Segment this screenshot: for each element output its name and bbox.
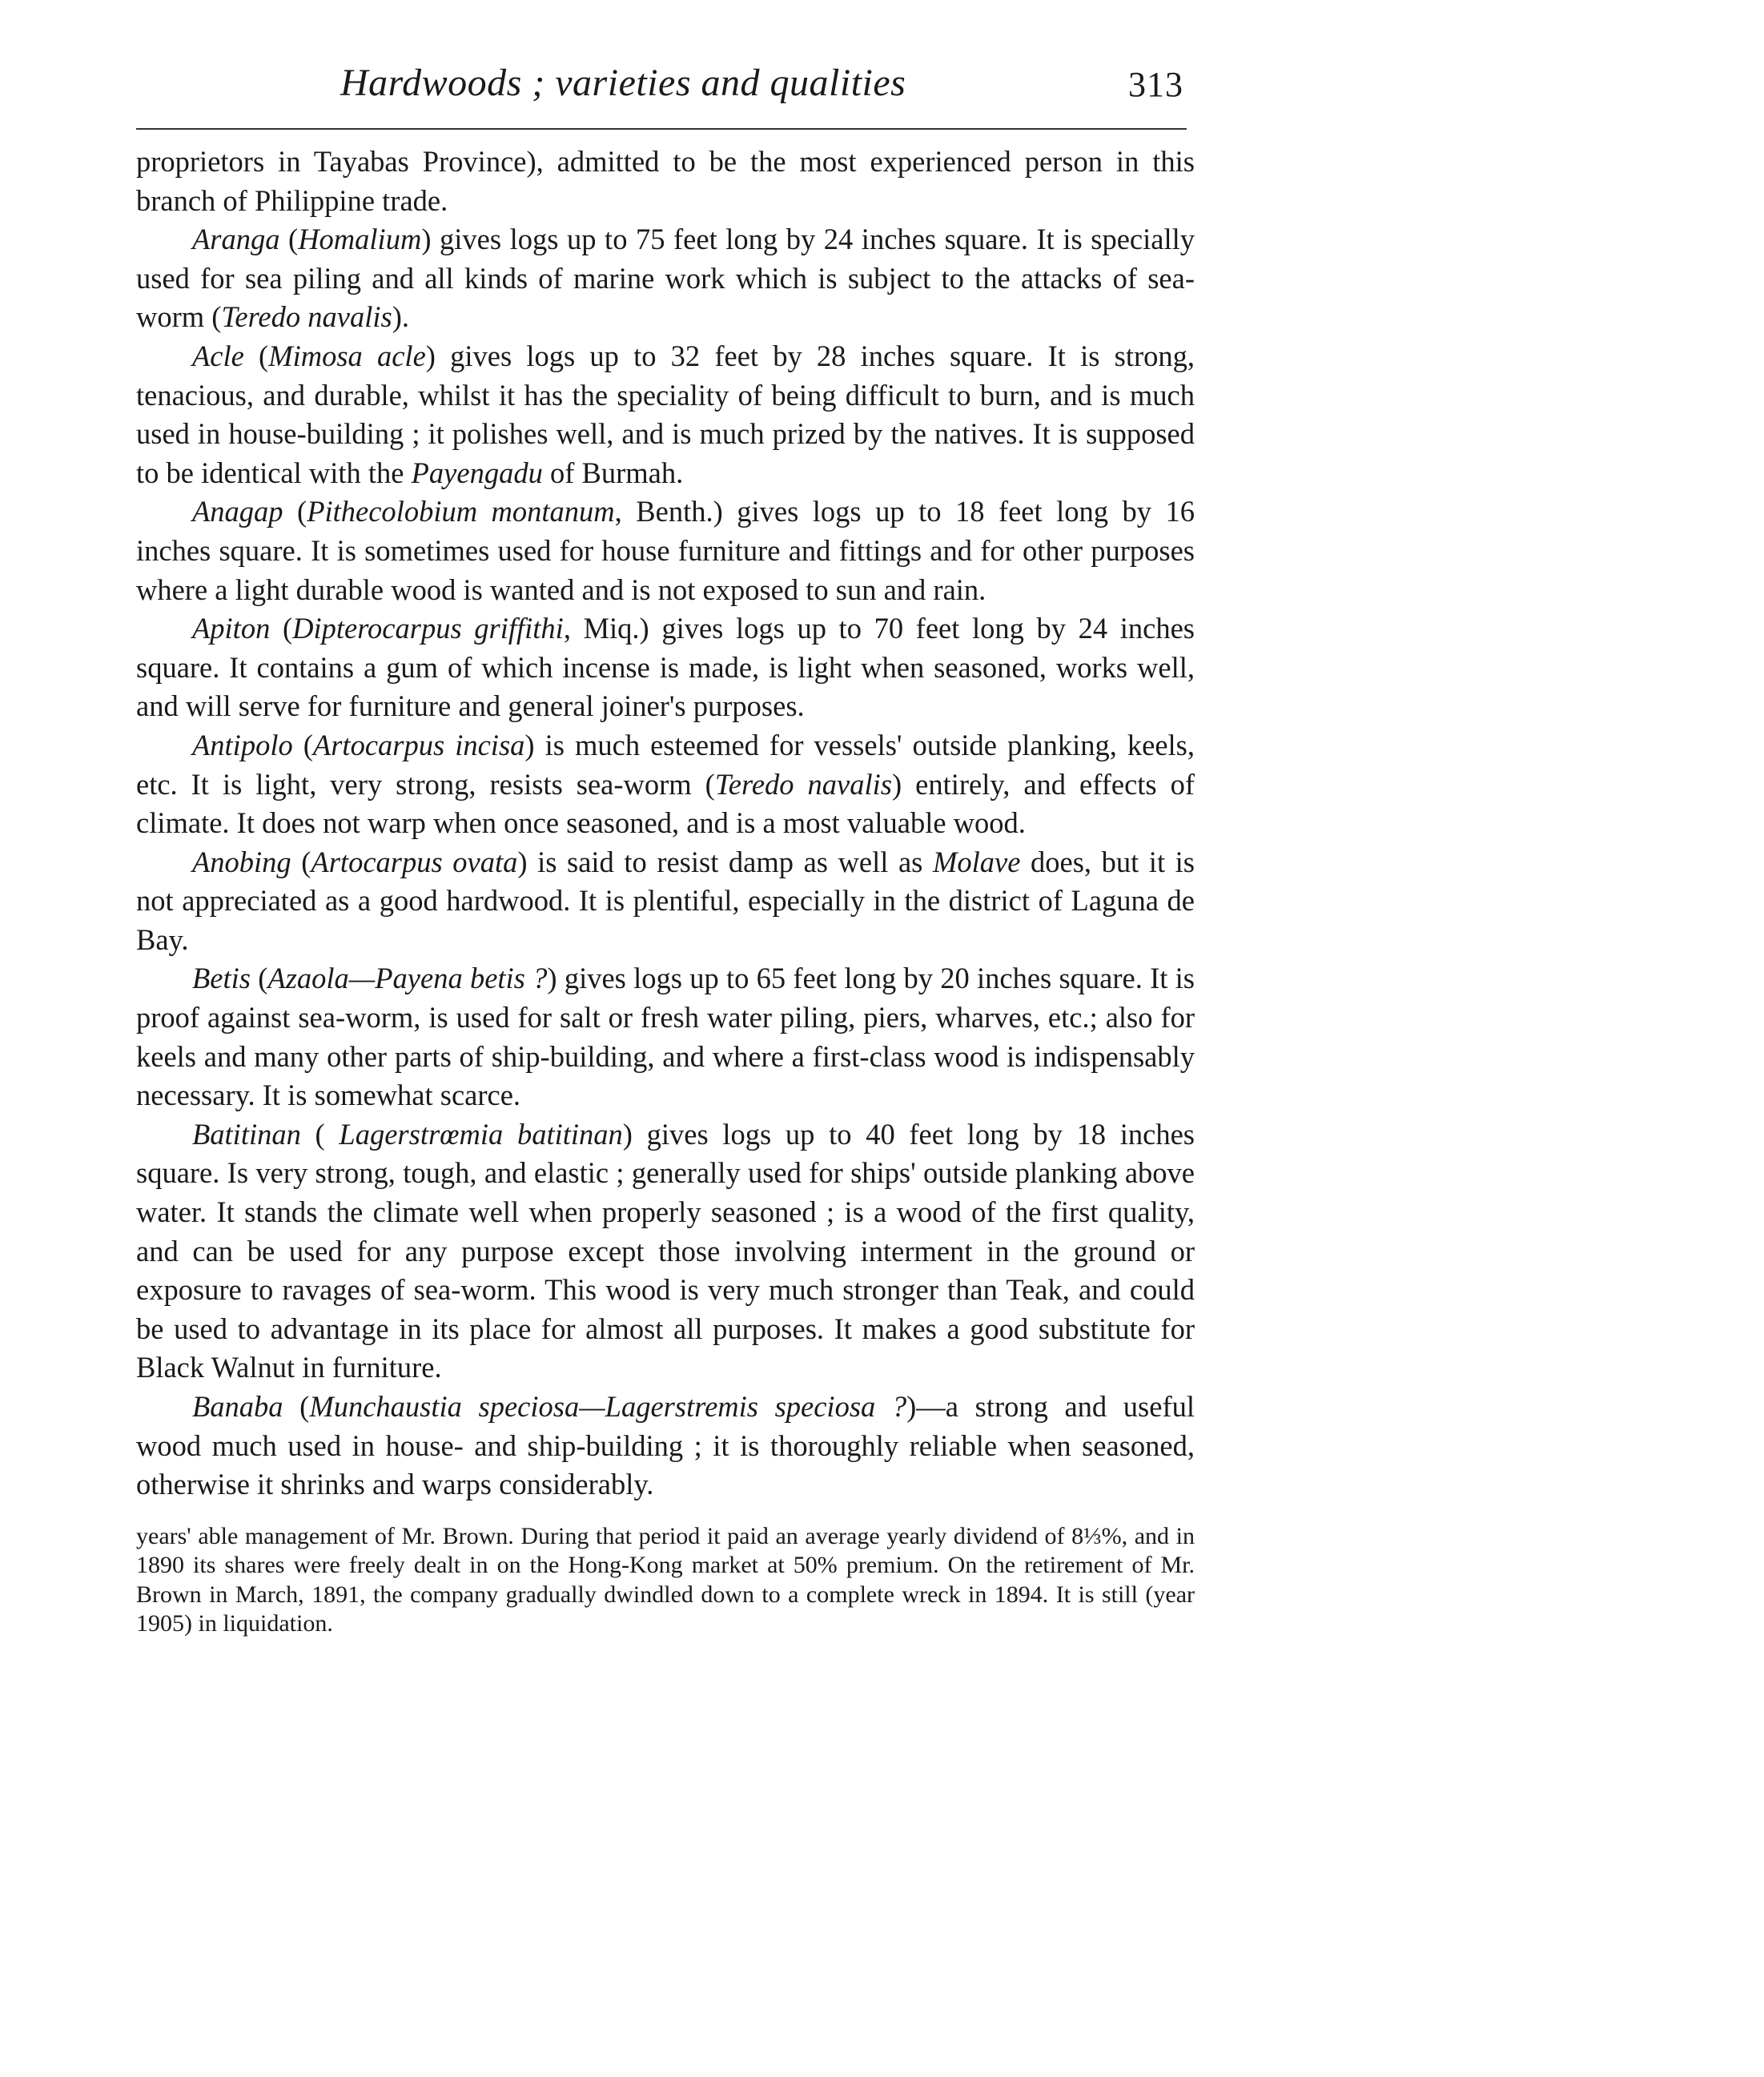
body-text (136, 143, 1195, 1505)
paragraph-banaba: Banaba (Munchaustia speciosa—Lagerstremis speciosa ?)—a strong and useful wood much used in house- and ship-building ; it is thoroughly reliable when seasoned, otherwise it shrinks and warps considerably. (136, 1390, 1195, 1501)
page (136, 56, 1195, 1639)
footnote-text: years' able management of Mr. Brown. During that period it paid an average yearly dividend of 8⅓%, and in 1890 its shares were freely dealt in on the Hong-Kong market at 50% premium. On the retirement of Mr. Brown in March, 1891, the company gradually dwindled down to a complete wreck in 1894. It is still (year 1905) in liquidation. (136, 1522, 1195, 1637)
paragraph-apiton: Apiton (Dipterocarpus griffithi, Miq.) gives logs up to 70 feet long by 24 inches square. It contains a gum of which incense is made, is light when seasoned, works well, and will serve for furniture and general joiner's purposes. (136, 612, 1195, 723)
paragraph-anagap: Anagap (Pithecolobium montanum, Benth.) gives logs up to 18 feet long by 16 inches square. It is sometimes used for house furniture and fittings and for other purposes where a light durable wood is wanted and is not exposed to sun and rain. (136, 495, 1195, 606)
paragraph-acle: Acle (Mimosa acle) gives logs up to 32 feet by 28 inches square. It is strong, tenacious, and durable, whilst it has the speciality of being difficult to burn, and is much used in house-building ; it polishes well, and is much prized by the natives. It is supposed to be identical with the Payengadu of Burmah. (136, 339, 1195, 489)
paragraph-continuation: proprietors in Tayabas Province), admitted to be the most experienced person in this branch of Philippine trade. (136, 145, 1195, 217)
running-title: Hardwoods ; varieties and qualities (340, 62, 906, 104)
paragraph-antipolo: Antipolo (Artocarpus incisa) is much esteemed for vessels' outside planking, keels, etc. It is light, very strong, resists sea-worm (Teredo navalis) entirely, and effects of climate. It does not warp when once seasoned, and is a most valuable wood. (136, 728, 1195, 840)
running-head (136, 56, 1195, 120)
page-number: 313 (1128, 65, 1183, 104)
paragraph-anobing: Anobing (Artocarpus ovata) is said to resist damp as well as Molave does, but it is not appreciated as a good hardwood. It is plentiful, especially in the district of Laguna de Bay. (136, 845, 1195, 956)
paragraph-betis: Betis (Azaola—Payena betis ?) gives logs up to 65 feet long by 20 inches square. It is proof against sea-worm, is used for salt or fresh water piling, piers, wharves, etc.; also for keels and many other parts of ship-building, and where a first-class wood is indispensably necessary. It is somewhat scarce. (136, 962, 1195, 1112)
header-rule (136, 128, 1187, 130)
paragraph-batitinan: Batitinan ( Lagerstrœmia batitinan) gives logs up to 40 feet long by 18 inches square. Is very strong, tough, and elastic ; generally used for ships' outside planking above water. It stands the climate well when properly seasoned ; is a wood of the first quality, and can be used for any purpose except those involving interment in the ground or exposure to ravages of sea-worm. This wood is very much stronger than Teak, and could be used to advantage in its place for almost all purposes. It makes a good substitute for Black Walnut in furniture. (136, 1117, 1195, 1384)
paragraph-aranga: Aranga (Homalium) gives logs up to 75 feet long by 24 inches square. It is specially used for sea piling and all kinds of marine work which is subject to the attacks of sea-worm (Teredo navalis). (136, 223, 1195, 334)
footnote (136, 1522, 1195, 1639)
